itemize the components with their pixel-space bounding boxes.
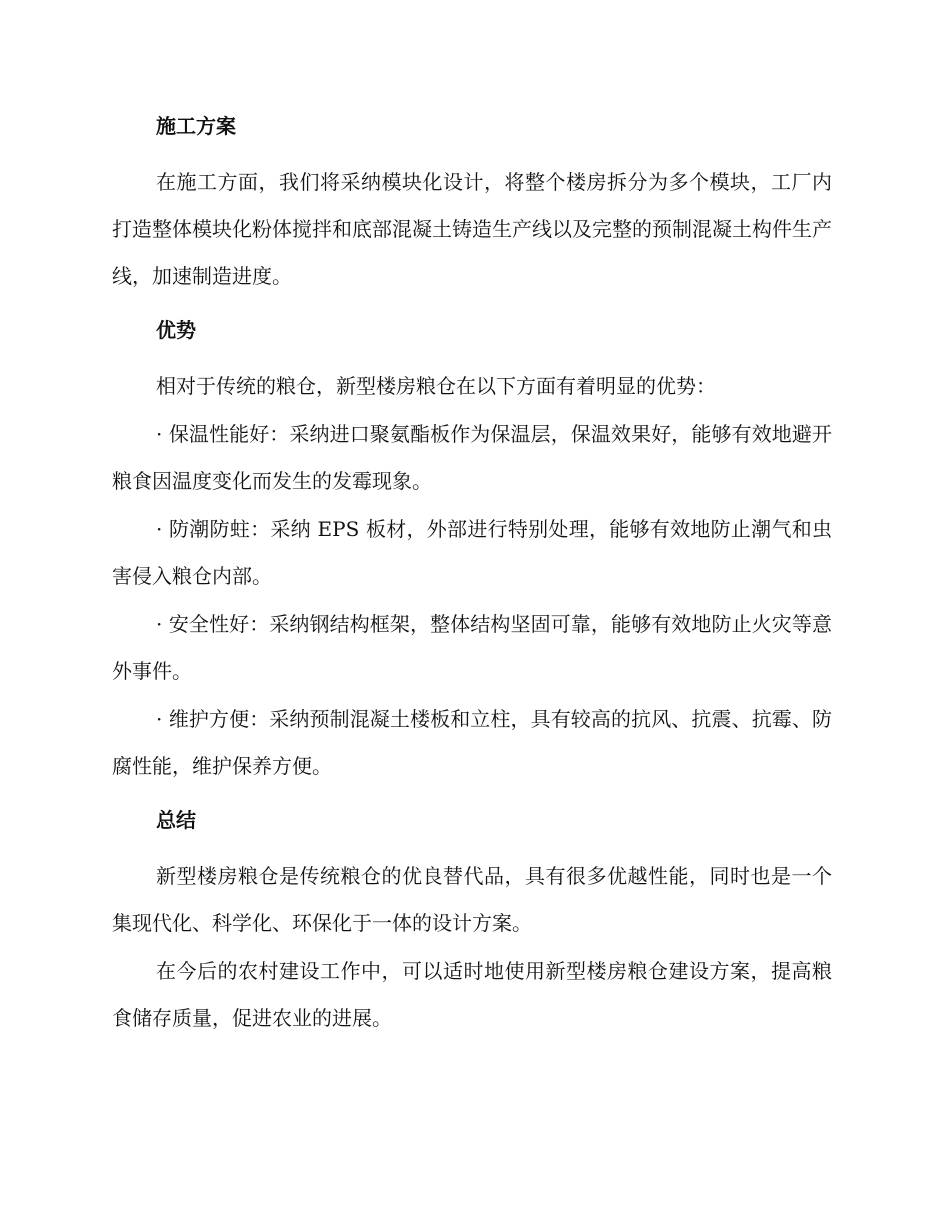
paragraph-summary-2: 在今后的农村建设工作中，可以适时地使用新型楼房粮仓建设方案，提高粮食储存质量，促进农业的进展。	[112, 959, 832, 1030]
bullet-insulation: · 保温性能好：采纳进口聚氨酯板作为保温层，保温效果好，能够有效地避开粮食因温度变化而发生的发霉现象。	[112, 422, 832, 493]
paragraph-construction: 在施工方面，我们将采纳模块化设计，将整个楼房拆分为多个模块，工厂内打造整体模块化粉体搅拌和底部混凝土铸造生产线以及完整的预制混凝土构件生产线，加速制造进度。	[112, 170, 832, 288]
paragraph-summary-1: 新型楼房粮仓是传统粮仓的优良替代品，具有很多优越性能，同时也是一个集现代化、科学化、环保化于一体的设计方案。	[112, 864, 832, 935]
paragraph-advantages-intro: 相对于传统的粮仓，新型楼房粮仓在以下方面有着明显的优势：	[156, 374, 716, 398]
bullet-safety: · 安全性好：采纳钢结构框架，整体结构坚固可靠，能够有效地防止火灾等意外事件。	[112, 612, 832, 683]
bullet-maintenance: · 维护方便：采纳预制混凝土楼板和立柱，具有较高的抗风、抗震、抗霉、防腐性能，维护保养方便。	[112, 707, 832, 778]
bullet-moisture-pest: · 防潮防蛀：采纳 EPS 板材，外部进行特别处理，能够有效地防止潮气和虫害侵入粮仓内部。	[112, 517, 832, 588]
document-page	[112, 110, 832, 1043]
section-heading-advantages: 优势	[156, 318, 196, 342]
section-heading-construction: 施工方案	[156, 114, 236, 138]
section-heading-summary: 总结	[156, 808, 196, 832]
